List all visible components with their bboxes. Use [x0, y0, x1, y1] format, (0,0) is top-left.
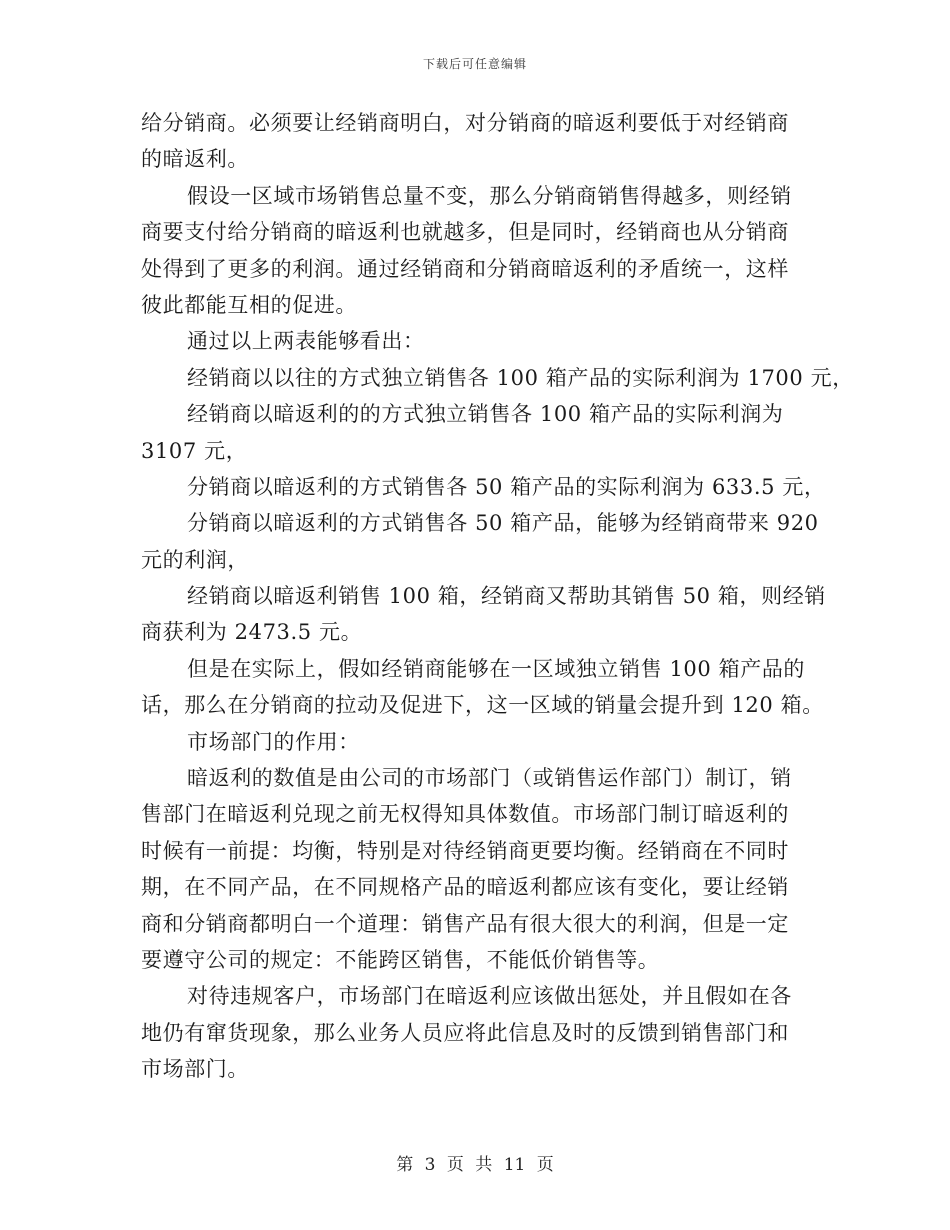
- body-line: 给分销商。必须要让经销商明白，对分销商的暗返利要低于对经销商: [141, 111, 789, 135]
- body-line: 处得到了更多的利润。通过经销商和分销商暗返利的矛盾统一，这样: [141, 256, 789, 281]
- body-line: 商和分销商都明白一个道理：销售产品有很大很大的利润，但是一定: [141, 911, 789, 936]
- body-line: 暗返利的数值是由公司的市场部门（或销售运作部门）制订，销: [187, 766, 792, 791]
- body-line: 但是在实际上，假如经销商能够在一区域独立销售 100 箱产品的: [187, 656, 806, 681]
- body-line: 售部门在暗返利兑现之前无权得知具体数值。市场部门制订暗返利的: [141, 802, 789, 827]
- body-line: 3107 元，: [141, 438, 248, 463]
- body-line: 市场部门。: [141, 1057, 249, 1082]
- body-line: 话，那么在分销商的拉动及促进下，这一区域的销量会提升到 120 箱。: [141, 693, 824, 718]
- section-heading: 市场部门的作用：: [187, 729, 360, 754]
- body-line: 经销商以暗返利销售 100 箱，经销商又帮助其销售 50 箱，则经销: [187, 584, 826, 609]
- body-line: 经销商以以往的方式独立销售各 100 箱产品的实际利润为 1700 元，: [187, 365, 854, 390]
- body-line: 对待违规客户，市场部门在暗返利应该做出惩处，并且假如在各: [187, 984, 792, 1009]
- body-line: 彼此都能互相的促进。: [141, 292, 357, 317]
- body-line: 的暗返利。: [141, 147, 249, 172]
- document-body: [141, 105, 854, 1088]
- page-header: 下载后可任意编辑: [422, 57, 527, 71]
- body-line: 要遵守公司的规定：不能跨区销售，不能低价销售等。: [141, 947, 660, 972]
- body-line: 元的利润，: [141, 547, 249, 572]
- page-number: 第 3 页 共 11 页: [396, 1155, 554, 1175]
- body-line: 商获利为 2473.5 元。: [141, 620, 363, 645]
- body-line: 商要支付给分销商的暗返利也就越多，但是同时，经销商也从分销商: [141, 220, 789, 245]
- body-line: 时候有一前提：均衡，特别是对待经销商更要均衡。经销商在不同时: [141, 838, 789, 863]
- body-line: 经销商以暗返利的的方式独立销售各 100 箱产品的实际利润为: [187, 402, 784, 427]
- body-line: 地仍有窜货现象，那么业务人员应将此信息及时的反馈到销售部门和: [141, 1020, 789, 1045]
- body-line: 通过以上两表能够看出：: [187, 329, 425, 354]
- body-line: 分销商以暗返利的方式销售各 50 箱产品的实际利润为 633.5 元，: [187, 474, 826, 499]
- body-line: 分销商以暗返利的方式销售各 50 箱产品，能够为经销商带来 920: [187, 511, 819, 536]
- body-line: 假设一区域市场销售总量不变，那么分销商销售得越多，则经销: [187, 183, 792, 208]
- body-line: 期，在不同产品，在不同规格产品的暗返利都应该有变化，要让经销: [141, 875, 789, 900]
